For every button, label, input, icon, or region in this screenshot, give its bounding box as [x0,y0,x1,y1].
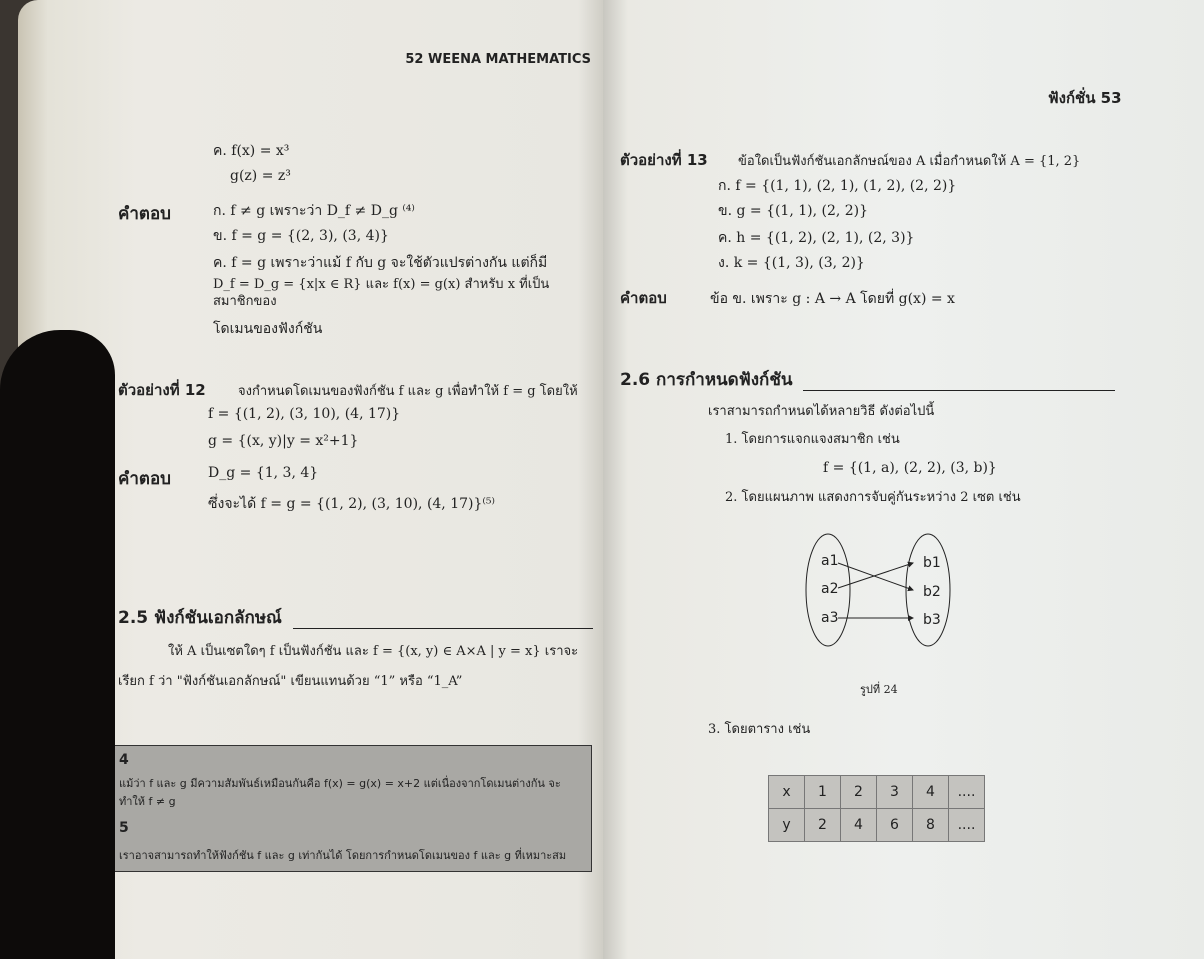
answer-label: คำตอบ [118,469,171,489]
page-header: ฟังก์ชั่น 53 [1048,89,1122,107]
line: โดเมนของฟังก์ชัน [213,321,323,337]
domain-element: a3 [821,610,839,626]
paragraph: เรียก f ว่า "ฟังก์ชันเอกลักษณ์" เขียนแทนด้วย “1” หรือ “1_A” [118,674,463,689]
option: ง. k = {(1, 3), (3, 2)} [718,255,865,271]
example-text: ข้อใดเป็นฟังก์ชันเอกลักษณ์ของ A เมื่อกำหนดให้ A = {1, 2} [738,154,1081,169]
line: ก. f ≠ g เพราะว่า D_f ≠ D_g ⁽⁴⁾ [213,203,415,219]
footnote-text: ทำให้ f ≠ g [119,795,176,808]
table-cell: 8 [913,809,949,842]
domain-element: a2 [821,581,839,597]
table-cell: 2 [841,776,877,809]
table-cell: 6 [877,809,913,842]
option: ก. f = {(1, 1), (2, 1), (1, 2), (2, 2)} [718,178,957,194]
table-cell: y [769,809,805,842]
example-title: ตัวอย่างที่ 12 [118,381,206,399]
table-cell: 4 [841,809,877,842]
table-cell: 2 [805,809,841,842]
line: ซึ่งจะได้ f = g = {(1, 2), (3, 10), (4, 17)}⁽⁵⁾ [208,496,495,512]
line: f = {(1, 2), (3, 10), (4, 17)} [208,406,401,422]
example-title: ตัวอย่างที่ 13 [620,151,708,169]
option: ค. h = {(1, 2), (2, 1), (2, 3)} [718,230,915,246]
line: ค. f(x) = x³ [213,143,290,159]
divider [293,628,593,629]
example-text: จงกำหนดโดเมนของฟังก์ชัน f และ g เพื่อทำให้ f = g โดยให้ [238,384,578,399]
function-table [768,775,985,842]
line: g = {(x, y)|y = x²+1} [208,433,359,449]
domain-element: a1 [821,553,839,569]
table-row [769,809,985,842]
method-3: 3. โดยตาราง เช่น [708,722,811,737]
codomain-element: b3 [923,612,941,628]
line: D_f = D_g = {x|x ∈ R} และ f(x) = g(x) สำหรับ x ที่เป็นสมาชิกของ [213,277,550,309]
option: ข. g = {(1, 1), (2, 2)} [718,203,869,219]
table-cell: 1 [805,776,841,809]
table-cell: 3 [877,776,913,809]
line: D_g = {1, 3, 4} [208,465,319,481]
line: ข. f = g = {(2, 3), (3, 4)} [213,228,389,244]
table-cell: .... [949,776,985,809]
footnote-text: เราอาจสามารถทำให้ฟังก์ชัน f และ g เท่ากันได้ โดยการกำหนดโดเมนของ f และ g ที่เหมาะสม [119,849,567,862]
finger-occlusion [0,330,115,959]
answer-label: คำตอบ [620,289,667,307]
method-1: 1. โดยการแจกแจงสมาชิก เช่น [725,432,900,447]
line: ค. f = g เพราะว่าแม้ f กับ g จะใช้ตัวแปรต่างกัน แต่ก็มี [213,255,548,271]
section-title: 2.6 การกำหนดฟังก์ชัน [620,370,793,390]
figure-caption: รูปที่ 24 [860,683,898,696]
footnote-number: 5 [119,820,129,836]
paragraph: เราสามารถกำหนดได้หลายวิธี ดังต่อไปนี้ [708,404,935,419]
footnote-text: แม้ว่า f และ g มีความสัมพันธ์เหมือนกันคือ f(x) = g(x) = x+2 แต่เนื่องจากโดเมนต่างกัน จะ [119,777,561,790]
table-row [769,776,985,809]
footnote-box [113,745,592,872]
method-2: 2. โดยแผนภาพ แสดงการจับคู่กันระหว่าง 2 เซต เช่น [725,490,1021,505]
page-header: 52 WEENA MATHEMATICS [405,52,591,67]
method-1-example: f = {(1, a), (2, 2), (3, b)} [823,460,997,476]
answer-label: คำตอบ [118,204,171,224]
footnote-number: 4 [119,752,129,768]
table-cell: 4 [913,776,949,809]
table-cell: x [769,776,805,809]
codomain-element: b2 [923,584,941,600]
answer: ข้อ ข. เพราะ g : A → A โดยที่ g(x) = x [710,291,955,307]
codomain-element: b1 [923,555,941,571]
section-title: 2.5 ฟังก์ชันเอกลักษณ์ [118,608,282,628]
paragraph: ให้ A เป็นเซตใดๆ f เป็นฟังก์ชัน และ f = {(x, y) ∈ A×A | y = x} เราจะ [168,644,579,659]
divider [803,390,1115,391]
table-cell: .... [949,809,985,842]
line: g(z) = z³ [230,168,291,184]
